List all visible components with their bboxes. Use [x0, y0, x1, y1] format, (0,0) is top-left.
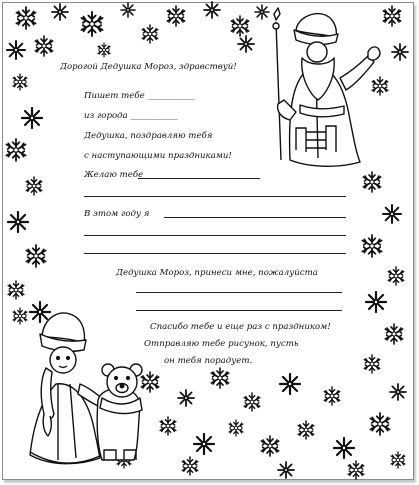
letter-greeting: Дорогой Дедушка Мороз, здравствуй!: [60, 62, 237, 72]
year-line-3[interactable]: [84, 253, 346, 254]
congrats-line-1: Дедушка, поздравляю тебя: [84, 131, 213, 141]
year-line-1[interactable]: [164, 217, 346, 218]
writer-label: Пишет тебе ___________: [84, 91, 195, 101]
year-line-2[interactable]: [84, 235, 346, 236]
year-label: В этом году я: [84, 209, 150, 219]
wish-label: Желаю тебе: [84, 170, 144, 180]
request-line-2[interactable]: [136, 310, 342, 311]
thanks-line: Спасибо тебе и еще раз с праздником!: [150, 322, 331, 332]
city-label: из города ___________: [84, 111, 178, 121]
request-line-1[interactable]: [136, 292, 342, 293]
drawing-line-1: Отправляю тебе рисунок, пусть: [144, 339, 299, 349]
request-line: Дедушка Мороз, принеси мне, пожалуйста: [116, 268, 318, 278]
wish-line-2[interactable]: [84, 196, 346, 197]
wish-line-1[interactable]: [138, 178, 260, 179]
congrats-line-2: с наступающими праздниками!: [84, 151, 232, 161]
drawing-line-2: он тебя порадует.: [164, 356, 253, 366]
